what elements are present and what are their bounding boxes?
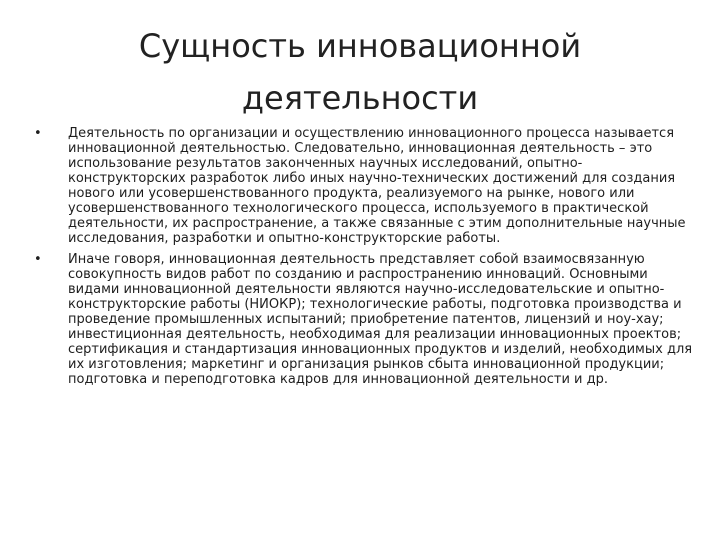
bullet-text: Иначе говоря, инновационная деятельность представляет собой взаимосвязанную совокупность видов работ по созданию и распространению инноваций. Основными видами инновационной деятельности являются научно-исследовательские и опытно-конструкторские работы (НИОКР); технологические работы, подготовка производства и проведение промышленных испытаний; приобретение патентов, лицензий и ноу-хау; инвестиционная деятельность, необходимая для реализации инновационных проектов; сертификация и стандартизация инновационных продуктов и изделий, необходимых для их изготовления; маркетинг и организация рынков сбыта инновационной продукции; подготовка и переподготовка кадров для инновационной деятельности и др. xyxy=(68,252,693,387)
slide-title-line-2: деятельности xyxy=(241,79,479,117)
bullet-marker: • xyxy=(34,126,42,141)
bullet-item-types xyxy=(34,252,694,387)
slide-title-line-1: Сущность инновационной xyxy=(138,27,582,65)
bullet-list xyxy=(34,126,694,393)
bullet-text: Деятельность по организации и осуществлению инновационного процесса называется инновационной деятельностью. Следовательно, инновационная деятельность – это использование результатов законченных научных исследований, опытно-конструкторских разработок либо иных научно-технических достижений для создания нового или усовершенствованного продукта, реализуемого на рынке, нового или усовершенствованного технологического процесса, используемого в практической деятельности, их распространение, а также связанные с этим дополнительные научные исследования, разработки и опытно-конструкторские работы. xyxy=(68,126,686,246)
bullet-item-definition xyxy=(34,126,694,246)
bullet-marker: • xyxy=(34,252,42,267)
slide-title xyxy=(60,20,660,124)
